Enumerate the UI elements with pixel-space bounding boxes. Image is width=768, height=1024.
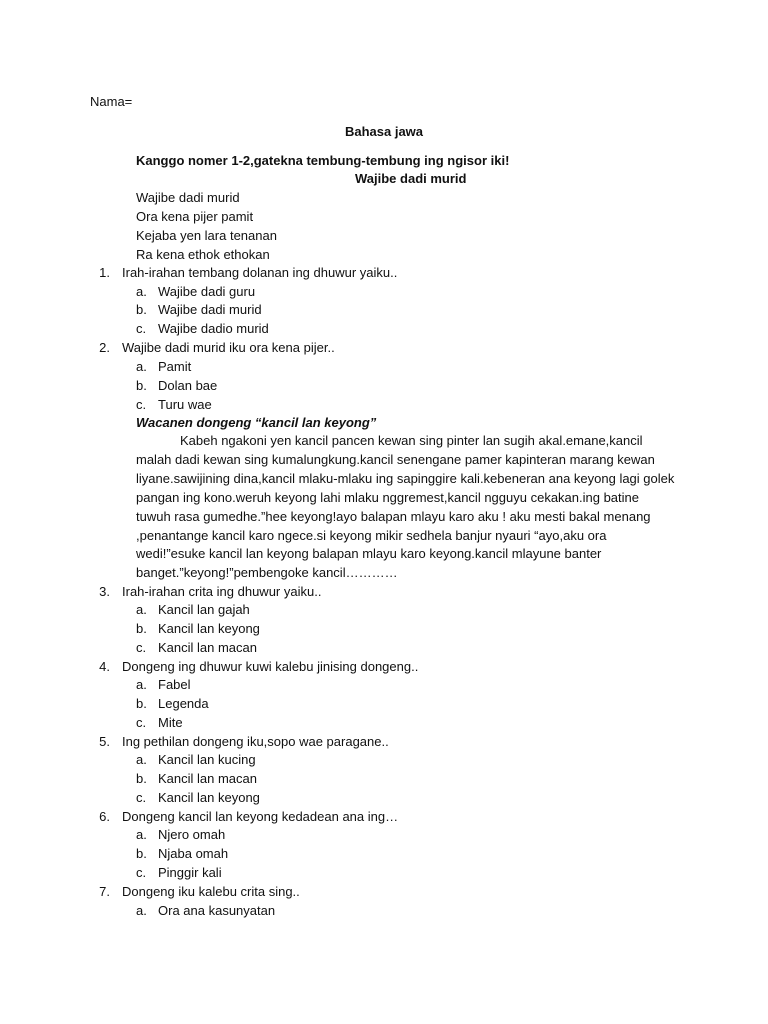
option-text: Mite bbox=[158, 715, 183, 730]
poem-line: Wajibe dadi murid bbox=[136, 190, 240, 205]
option-letter: a. bbox=[136, 752, 147, 767]
option-letter: c. bbox=[136, 715, 147, 730]
option-letter: c. bbox=[136, 321, 147, 336]
option-text: Fabel bbox=[158, 677, 191, 692]
option-letter: b. bbox=[136, 696, 147, 711]
option-letter: c. bbox=[136, 397, 147, 412]
option-letter: c. bbox=[136, 865, 147, 880]
option-letter: b. bbox=[136, 771, 147, 786]
option-letter: a. bbox=[136, 903, 147, 918]
option-text: Wajibe dadi murid bbox=[158, 302, 262, 317]
question-number: 4. bbox=[99, 659, 110, 674]
option-text: Njero omah bbox=[158, 827, 226, 842]
option-text: Njaba omah bbox=[158, 846, 229, 861]
option-letter: a. bbox=[136, 602, 147, 617]
poem-title: Wajibe dadi murid bbox=[355, 171, 467, 186]
question-number: 6. bbox=[99, 809, 110, 824]
poem-line: Kejaba yen lara tenanan bbox=[136, 228, 277, 243]
option-text: Turu wae bbox=[158, 397, 212, 412]
question-number: 2. bbox=[99, 340, 110, 355]
name-label: Nama= bbox=[90, 94, 133, 109]
option-text: Kancil lan gajah bbox=[158, 602, 250, 617]
option-letter: a. bbox=[136, 359, 147, 374]
question-number: 3. bbox=[99, 584, 110, 599]
option-text: Pamit bbox=[158, 359, 192, 374]
question-number: 7. bbox=[99, 884, 110, 899]
question-number: 1. bbox=[99, 265, 110, 280]
option-text: Legenda bbox=[158, 696, 209, 711]
page-title: Bahasa jawa bbox=[344, 124, 424, 139]
story-title: Wacanen dongeng “kancil lan keyong” bbox=[136, 415, 377, 430]
question-text: Ing pethilan dongeng iku,sopo wae paragane.. bbox=[122, 734, 389, 749]
option-text: Kancil lan macan bbox=[158, 771, 257, 786]
question-text: Dongeng iku kalebu crita sing.. bbox=[122, 884, 300, 899]
question-text: Irah-irahan crita ing dhuwur yaiku.. bbox=[122, 584, 322, 599]
option-letter: c. bbox=[136, 640, 147, 655]
option-letter: a. bbox=[136, 827, 147, 842]
question-text: Dongeng kancil lan keyong kedadean ana ing… bbox=[122, 809, 399, 824]
option-letter: b. bbox=[136, 621, 147, 636]
option-text: Kancil lan macan bbox=[158, 640, 257, 655]
option-letter: a. bbox=[136, 284, 147, 299]
option-letter: b. bbox=[136, 302, 147, 317]
option-letter: c. bbox=[136, 790, 147, 805]
option-text: Kancil lan kucing bbox=[158, 752, 256, 767]
option-text: Wajibe dadio murid bbox=[158, 321, 269, 336]
option-text: Kancil lan keyong bbox=[158, 621, 260, 636]
option-text: Dolan bae bbox=[158, 378, 218, 393]
option-letter: b. bbox=[136, 378, 147, 393]
option-text: Pinggir kali bbox=[158, 865, 222, 880]
option-text: Ora ana kasunyatan bbox=[158, 903, 276, 918]
poem-line: Ra kena ethok ethokan bbox=[136, 247, 270, 262]
option-text: Wajibe dadi guru bbox=[158, 284, 256, 299]
story-paragraph: Kabeh ngakoni yen kancil pancen kewan sing pinter lan sugih akal.emane,kancil malah dadi kewan sing kumalungkung.kancil senengane pamer kapinteran marang kewan liyane.sawijining dina,kancil mlaku-mlaku ing sapinggire kali.kebeneran ana keyong lagi golek pangan ing kono.weruh keyong lahi mlaku nggremest,kancil ngguyu cekakan.ing batine tuwuh rasa gumedhe.”hee keyong!ayo balapan mlayu karo aku ! aku mesti bakal menang ,penantange kancil karo ngece.si keyong mikir sedhela banjur nyauri “ayo,aku ora wedi!”esuke kancil lan keyong balapan mlayu karo keyong.kancil mlayune banter banget.”keyong!”pembengoke kancil………… bbox=[136, 433, 675, 581]
poem-line: Ora kena pijer pamit bbox=[136, 209, 254, 224]
question-text: Irah-irahan tembang dolanan ing dhuwur yaiku.. bbox=[122, 265, 398, 280]
option-text: Kancil lan keyong bbox=[158, 790, 260, 805]
question-text: Wajibe dadi murid iku ora kena pijer.. bbox=[122, 340, 335, 355]
option-letter: b. bbox=[136, 846, 147, 861]
question-number: 5. bbox=[99, 734, 110, 749]
instruction-text: Kanggo nomer 1-2,gatekna tembung-tembung ing ngisor iki! bbox=[136, 153, 510, 168]
question-text: Dongeng ing dhuwur kuwi kalebu jinising dongeng.. bbox=[122, 659, 419, 674]
option-letter: a. bbox=[136, 677, 147, 692]
